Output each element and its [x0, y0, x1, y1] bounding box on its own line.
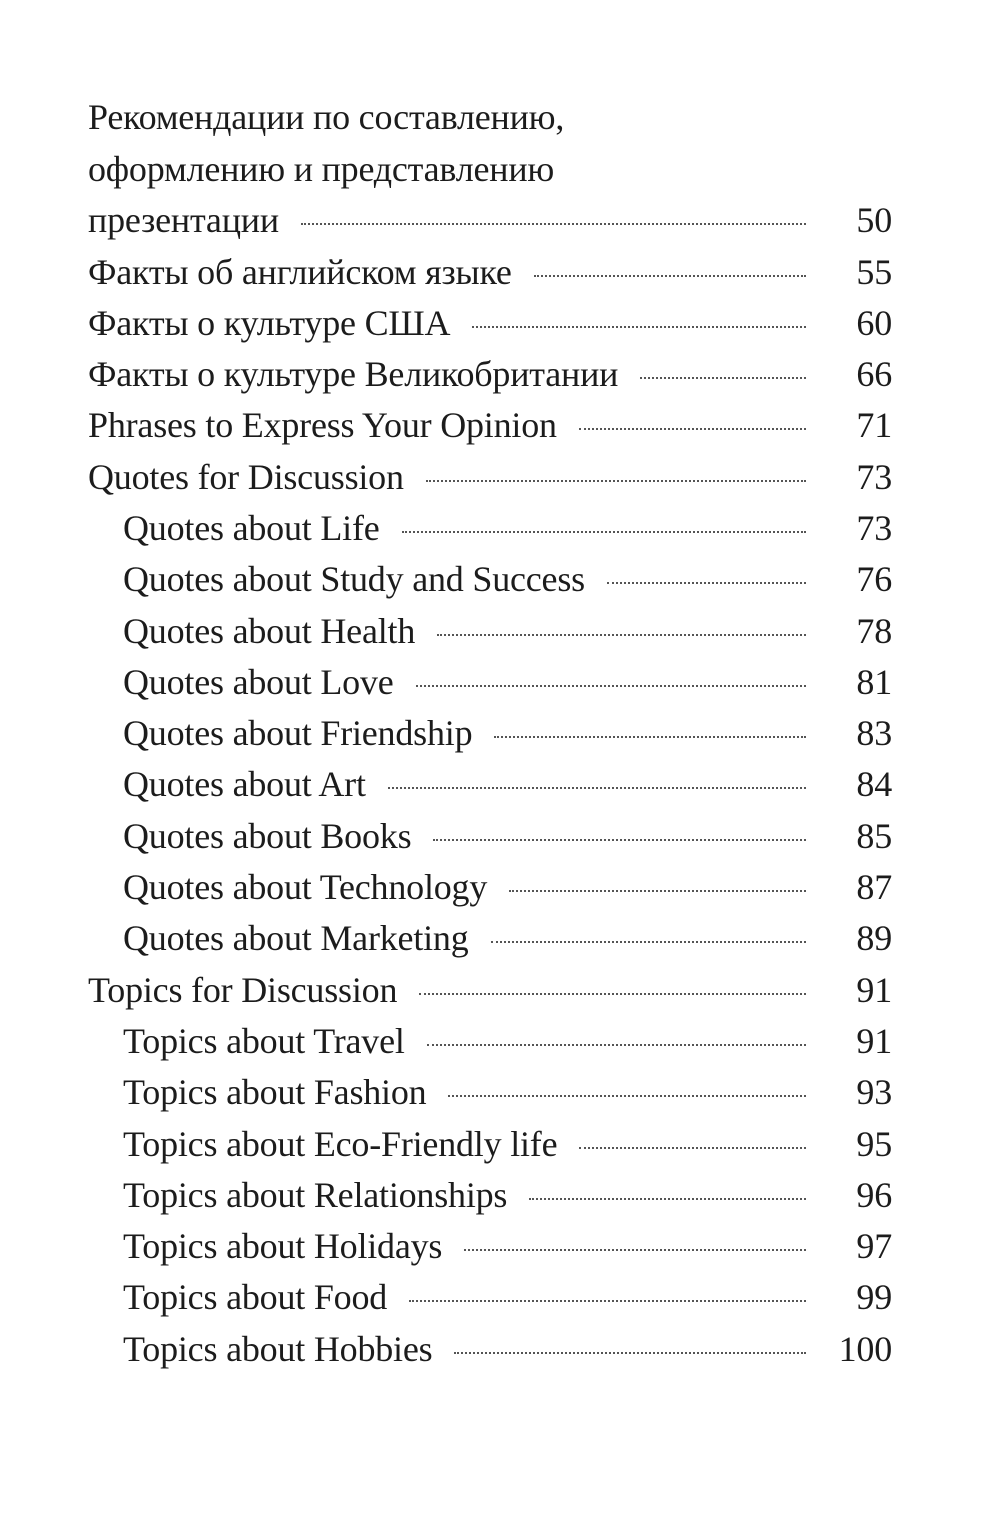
toc-entry[interactable] [88, 503, 892, 554]
toc-entry[interactable] [88, 708, 892, 759]
toc-entry-title: Quotes about Technology [123, 867, 488, 908]
toc-entry-title: Quotes about Marketing [123, 918, 469, 959]
toc-entry-title: Phrases to Express Your Opinion [88, 405, 557, 446]
toc-page-number: 97 [856, 1226, 892, 1267]
toc-page-number: 96 [856, 1174, 892, 1215]
dot-leader [494, 736, 806, 738]
dot-leader [402, 531, 806, 533]
toc-entry-title: Quotes about Friendship [123, 713, 473, 754]
toc-page-number: 73 [856, 507, 892, 548]
toc-page-number: 100 [838, 1328, 892, 1369]
toc-entry-title: Topics about Holidays [123, 1226, 443, 1267]
toc-entry[interactable] [88, 759, 892, 810]
toc-entry-title: Quotes about Life [123, 507, 380, 548]
toc-page-number: 87 [856, 867, 892, 908]
toc-entry[interactable] [88, 1067, 892, 1118]
toc-entry[interactable] [88, 400, 892, 451]
toc-entry[interactable] [88, 1170, 892, 1221]
dot-leader [427, 1044, 806, 1046]
dot-leader [448, 1095, 806, 1097]
dot-leader [437, 634, 806, 636]
toc-page-number: 85 [856, 815, 892, 856]
toc-entry[interactable] [88, 965, 892, 1016]
toc-page-number: 91 [856, 969, 892, 1010]
toc-entry[interactable] [88, 657, 892, 708]
toc-entry-title: Topics about Hobbies [123, 1328, 433, 1369]
toc-entry[interactable] [88, 811, 892, 862]
toc-entry-title: Quotes about Art [123, 764, 366, 805]
toc-page-number: 55 [856, 251, 892, 292]
toc-entry[interactable] [88, 554, 892, 605]
toc-entry-title: Факты о культуре Великобритании [88, 354, 619, 395]
toc-entry[interactable] [88, 1324, 892, 1375]
dot-leader [579, 428, 806, 430]
toc-page-number: 89 [856, 918, 892, 959]
dot-leader [491, 941, 806, 943]
dot-leader [454, 1352, 806, 1354]
toc-page-number: 71 [856, 405, 892, 446]
toc-entry[interactable] [88, 1221, 892, 1272]
toc-entry-title: Topics about Eco-Friendly life [123, 1123, 558, 1164]
dot-leader [419, 993, 806, 995]
table-of-contents [88, 92, 892, 1375]
toc-entry-title: Topics about Relationships [123, 1174, 508, 1215]
dot-leader [607, 582, 806, 584]
toc-entry-title: Topics about Food [123, 1277, 388, 1318]
toc-entry-title: Topics about Travel [123, 1020, 405, 1061]
toc-entry[interactable] [88, 1119, 892, 1170]
toc-entry[interactable] [88, 606, 892, 657]
toc-entry[interactable] [88, 452, 892, 503]
toc-page-number: 76 [856, 559, 892, 600]
toc-entry[interactable] [88, 1272, 892, 1323]
dot-leader [301, 223, 806, 225]
dot-leader [534, 275, 806, 277]
dot-leader [472, 326, 806, 328]
dot-leader [579, 1147, 806, 1149]
toc-entry-title: Quotes about Study and Success [123, 559, 585, 600]
toc-page-number: 50 [856, 200, 892, 240]
toc-entry[interactable] [88, 349, 892, 400]
toc-page-number: 84 [856, 764, 892, 805]
toc-entry-title: Topics for Discussion [88, 969, 398, 1010]
dot-leader [433, 839, 806, 841]
dot-leader [464, 1249, 806, 1251]
toc-page-number: 66 [856, 354, 892, 395]
toc-entry-title-line: оформлению и представлению [88, 148, 555, 189]
dot-leader [529, 1198, 806, 1200]
dot-leader [426, 480, 806, 482]
toc-entry-recommendations[interactable] [88, 92, 892, 247]
dot-leader [640, 377, 806, 379]
toc-entry-title: Quotes for Discussion [88, 456, 404, 497]
toc-entry-list [88, 247, 892, 1376]
dot-leader [388, 787, 806, 789]
toc-page-number: 60 [856, 302, 892, 343]
dot-leader [416, 685, 806, 687]
dot-leader [409, 1300, 806, 1302]
toc-entry-title: Quotes about Love [123, 661, 394, 702]
toc-entry[interactable] [88, 247, 892, 298]
toc-entry-title-line: презентации [88, 200, 279, 240]
toc-entry[interactable] [88, 862, 892, 913]
toc-page-number: 83 [856, 713, 892, 754]
toc-entry-title: Факты о культуре США [88, 302, 451, 343]
toc-entry-title: Topics about Fashion [123, 1072, 427, 1113]
toc-entry-last-line [88, 195, 892, 247]
toc-entry[interactable] [88, 298, 892, 349]
toc-entry[interactable] [88, 913, 892, 964]
toc-page-number: 91 [856, 1020, 892, 1061]
toc-entry-title-line: Рекомендации по составлению, [88, 97, 565, 137]
toc-entry-title: Quotes about Health [123, 610, 416, 651]
toc-page-number: 99 [856, 1277, 892, 1318]
toc-entry-title: Факты об английском языке [88, 251, 512, 292]
dot-leader [509, 890, 806, 892]
toc-entry[interactable] [88, 1016, 892, 1067]
toc-entry-title: Quotes about Books [123, 815, 412, 856]
toc-page-number: 78 [856, 610, 892, 651]
toc-page-number: 73 [856, 456, 892, 497]
toc-page-number: 95 [856, 1123, 892, 1164]
toc-page-number: 93 [856, 1072, 892, 1113]
toc-page-number: 81 [856, 661, 892, 702]
